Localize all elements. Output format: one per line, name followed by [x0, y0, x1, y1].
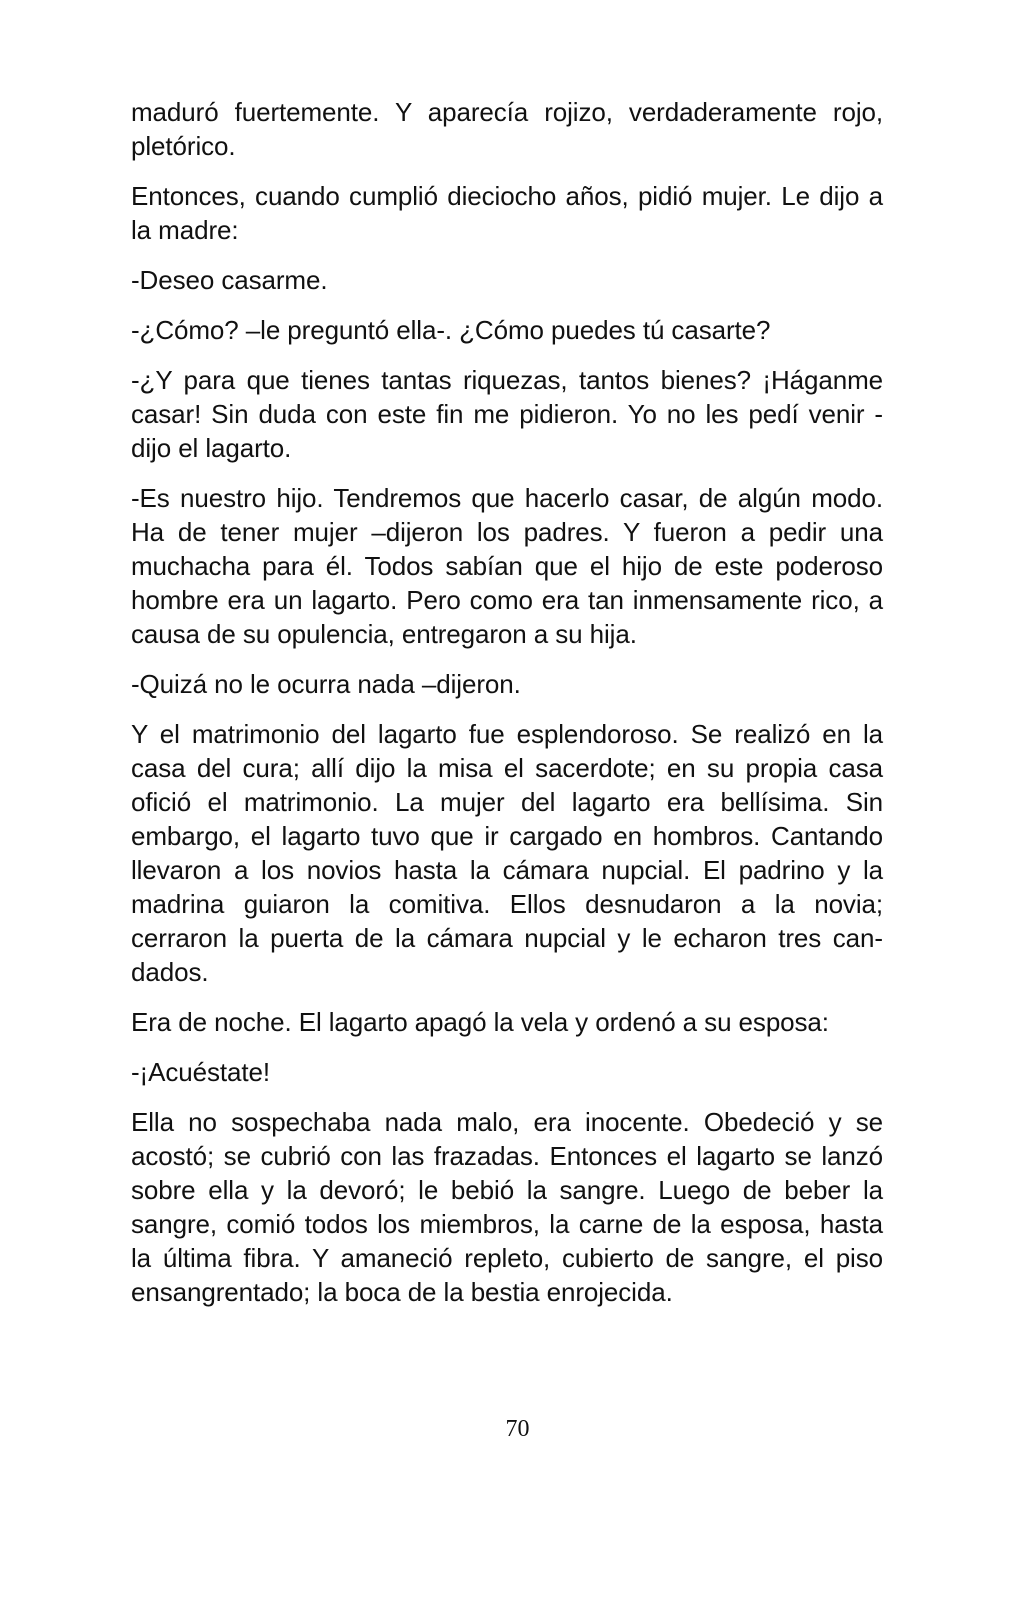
paragraph: -¡Acuéstate! [131, 1057, 270, 1087]
paragraph: Entonces, cuando cumplió dieciocho años, pidió mujer. Le dijo a la madre: [131, 181, 883, 245]
paragraph: -¿Cómo? –le preguntó ella-. ¿Cómo puedes tú casarte? [131, 315, 771, 345]
paragraph: Era de noche. El lagarto apagó la vela y ordenó a su esposa: [131, 1007, 829, 1037]
page-number: 70 [505, 1416, 530, 1442]
paragraph: Y el matrimonio del lagarto fue esplendoroso. Se realizó en la casa del cura; allí dijo la misa el sacerdote; en su propia casa ofició el matrimonio. La mujer del lagarto era bellísima. Sin embargo, el lagarto tuvo que ir cargado en hombros. Cantando llevaron a los novios hasta la cámara nupcial. El padrino y la madrina guiaron la comitiva. Ellos desnudaron a la novia; cerraron la puerta de la cámara nupcial y le echaron tres candados. [131, 719, 883, 987]
page-body [131, 95, 883, 1325]
paragraph: -Es nuestro hijo. Tendremos que hacerlo casar, de algún modo. Ha de tener mujer –dijeron los padres. Y fueron a pedir una muchacha para él. Todos sabían que el hijo de este poderoso hombre era un lagarto. Pero como era tan inmensamente rico, a causa de su opulencia, entregaron a su hija. [131, 483, 883, 649]
paragraph: -Quizá no le ocurra nada –dijeron. [131, 669, 521, 699]
paragraph: Ella no sospechaba nada malo, era inocente. Obedeció y se acostó; se cubrió con las frazadas. Entonces el lagarto se lanzó sobre ella y la devoró; le bebió la sangre. Luego de beber la sangre, comió todos los miembros, la carne de la esposa, hasta la última fibra. Y amaneció repleto, cubierto de sangre, el piso ensangrentado; la boca de la bestia enrojecida. [131, 1107, 883, 1307]
paragraph: -Deseo casarme. [131, 265, 328, 295]
paragraph: maduró fuertemente. Y aparecía rojizo, verdaderamente rojo, pletórico. [131, 97, 883, 161]
paragraph: -¿Y para que tienes tantas riquezas, tantos bienes? ¡Háganme casar! Sin duda con este fin me pidieron. Yo no les pedí venir -dijo el lagarto. [131, 365, 883, 463]
